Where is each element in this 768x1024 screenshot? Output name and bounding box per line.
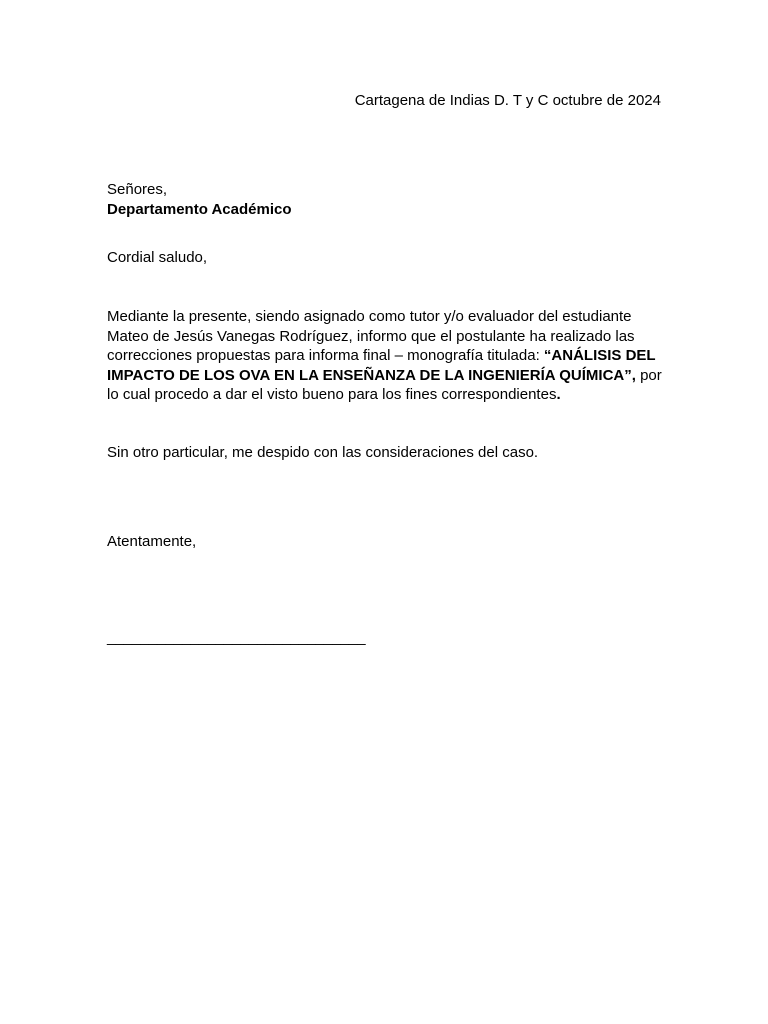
signoff: Atentamente, bbox=[107, 533, 197, 550]
salutation: Señores, bbox=[107, 181, 168, 198]
greeting: Cordial saludo, bbox=[107, 249, 208, 266]
closing-line: Sin otro particular, me despido con las consideraciones del caso. bbox=[107, 444, 539, 461]
body-outro: por lo cual procedo a dar el visto bueno para los fines correspondientes bbox=[107, 366, 662, 403]
body-intro: Mediante la presente, siendo asignado como tutor y/o evaluador del estudiante Mateo de Jesús Vanegas Rodríguez, informo que el postulante ha realizado las correcciones propuestas para informa final – monografía titulada: bbox=[107, 308, 635, 364]
signature-line: _______________________________ bbox=[107, 629, 366, 646]
recipient-block bbox=[107, 180, 292, 220]
body-final-period: . bbox=[556, 386, 561, 403]
date-line: Cartagena de Indias D. T y C octubre de 2024 bbox=[354, 92, 661, 109]
body-paragraph bbox=[107, 307, 662, 405]
thesis-title: “ANÁLISIS DEL IMPACTO DE LOS OVA EN LA ENSEÑANZA DE LA INGENIERÍA QUÍMICA”, bbox=[107, 347, 656, 384]
department-name: Departamento Académico bbox=[107, 201, 292, 218]
